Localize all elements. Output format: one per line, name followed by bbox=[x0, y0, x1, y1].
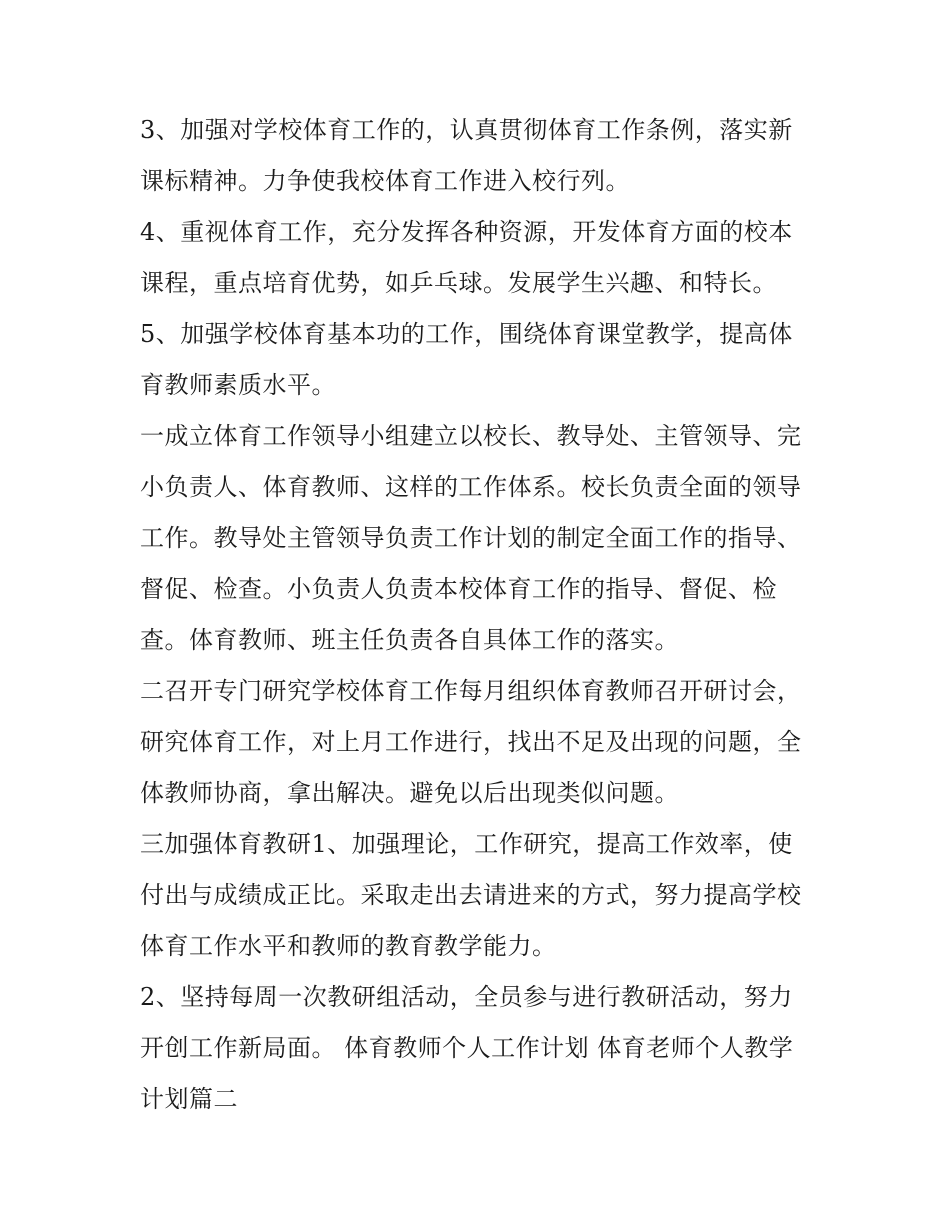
text-line: 开创工作新局面。 体育教师个人工作计划 体育老师个人教学 bbox=[140, 1034, 794, 1062]
text-line: 课程，重点培育优势，如乒乓球。发展学生兴趣、和特长。 bbox=[140, 269, 777, 297]
text-line: 体教师协商，拿出解决。避免以后出现类似问题。 bbox=[140, 779, 679, 807]
text-line: 研究体育工作，对上月工作进行，找出不足及出现的问题，全 bbox=[140, 728, 802, 756]
text-line: 5、加强学校体育基本功的工作，围绕体育课堂教学，提高体 bbox=[140, 320, 793, 348]
text-line: 督促、检查。小负责人负责本校体育工作的指导、督促、检 bbox=[140, 575, 777, 603]
text-line: 课标精神。力争使我校体育工作进入校行列。 bbox=[140, 167, 630, 195]
text-line: 4、重视体育工作，充分发挥各种资源，开发体育方面的校本 bbox=[140, 218, 793, 246]
text-line: 二召开专门研究学校体育工作每月组织体育教师召开研讨会， bbox=[140, 677, 802, 705]
document-body bbox=[140, 105, 820, 1125]
text-line: 2、坚持每周一次教研组活动，全员参与进行教研活动，努力 bbox=[140, 983, 793, 1011]
text-line: 3、加强对学校体育工作的，认真贯彻体育工作条例，落实新 bbox=[140, 116, 793, 144]
text-line: 一成立体育工作领导小组建立以校长、教导处、主管领导、完 bbox=[140, 422, 802, 450]
text-line: 付出与成绩成正比。采取走出去请进来的方式，努力提高学校 bbox=[140, 881, 802, 909]
text-line: 计划篇二 bbox=[140, 1085, 238, 1113]
text-line: 工作。教导处主管领导负责工作计划的制定全面工作的指导、 bbox=[140, 524, 802, 552]
text-line: 三加强体育教研1、加强理论，工作研究，提高工作效率，使 bbox=[140, 830, 793, 858]
text-line: 小负责人、体育教师、这样的工作体系。校长负责全面的领导 bbox=[140, 473, 802, 501]
text-line: 育教师素质水平。 bbox=[140, 371, 336, 399]
text-line: 体育工作水平和教师的教育教学能力。 bbox=[140, 932, 557, 960]
text-line: 查。体育教师、班主任负责各自具体工作的落实。 bbox=[140, 626, 679, 654]
